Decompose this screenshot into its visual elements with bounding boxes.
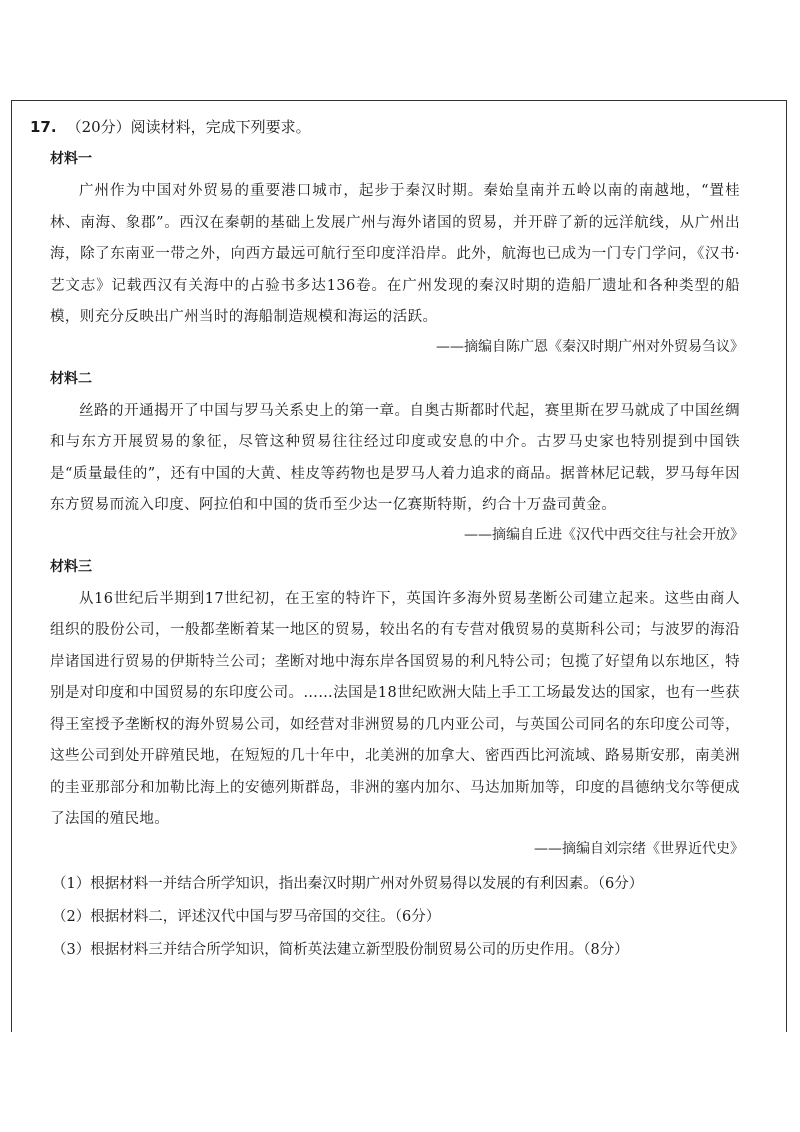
material-1-source: ——摘编自陈广恩《秦汉时期广州对外贸易刍议》	[436, 338, 744, 355]
sub-question-1: （1）根据材料一并结合所学知识，指出秦汉时期广州对外贸易得以发展的有利因素。（6分）	[52, 875, 644, 892]
sub-question-2: （2）根据材料二，评述汉代中国与罗马帝国的交往。（6分）	[52, 908, 441, 925]
material-2-title: 材料二	[50, 370, 92, 387]
material-3-title: 材料三	[50, 558, 92, 575]
sub-questions	[30, 868, 740, 967]
material-1-text: 广州作为中国对外贸易的重要港口城市，起步于秦汉时期。秦始皇南并五岭以南的南越地，“置桂林、南海、象郡”。西汉在秦朝的基础上发展广州与海外诸国的贸易，并开辟了新的远洋航线，从广州出海，除了东南亚一带之外，向西方最远可航行至印度洋沿岸。此外，航海也已成为一门专门学问，《汉书·艺文志》记载西汉有关海中的占验书多达136卷。在广州发现的秦汉时期的造船厂遗址和各种类型的船模，则充分反映出广州当时的海船制造规模和海运的活跃。	[50, 183, 740, 325]
material-1	[30, 148, 744, 360]
material-3	[30, 556, 744, 862]
question-content	[30, 114, 744, 967]
question-intro: （20分）阅读材料，完成下列要求。	[66, 118, 311, 136]
material-2-text: 丝路的开通揭开了中国与罗马关系史上的第一章。自奥古斯都时代起，赛里斯在罗马就成了中国丝绸和与东方开展贸易的象征，尽管这种贸易往往经过印度或安息的中介。古罗马史家也特别提到中国铁是“质量最佳的”，还有中国的大黄、桂皮等药物也是罗马人着力追求的商品。据普林尼记载，罗马每年因东方贸易而流入印度、阿拉伯和中国的货币至少达一亿赛斯特斯，约合十万盎司黄金。	[50, 402, 740, 513]
material-2	[30, 368, 744, 548]
sub-question-3: （3）根据材料三并结合所学知识，简析英法建立新型股份制贸易公司的历史作用。（8分）	[52, 941, 629, 958]
material-3-source: ——摘编自刘宗绪《世界近代史》	[534, 840, 744, 857]
material-2-source: ——摘编自丘进《汉代中西交往与社会开放》	[464, 526, 744, 543]
question-header	[30, 114, 740, 140]
question-number: 17.	[30, 118, 57, 136]
material-1-title: 材料一	[50, 151, 92, 167]
material-3-text: 从16世纪后半期到17世纪初，在王室的特许下，英国许多海外贸易垄断公司建立起来。这些由商人组织的股份公司，一般都垄断着某一地区的贸易，较出名的有专营对俄贸易的莫斯科公司；与波罗的海沿岸诸国进行贸易的伊斯特兰公司；垄断对地中海东岸各国贸易的利凡特公司；包揽了好望角以东地区，特别是对印度和中国贸易的东印度公司。……法国是18世纪欧洲大陆上手工工场最发达的国家，也有一些获得王室授予垄断权的海外贸易公司，如经营对非洲贸易的几内亚公司，与英国公司同名的东印度公司等，这些公司到处开辟殖民地，在短短的几十年中，北美洲的加拿大、密西西比河流域、路易斯安那，南美洲的圭亚那部分和加勒比海上的安德列斯群岛，非洲的塞内加尔、马达加斯加等，印度的昌德纳戈尔等便成了法国的殖民地。	[50, 590, 740, 827]
